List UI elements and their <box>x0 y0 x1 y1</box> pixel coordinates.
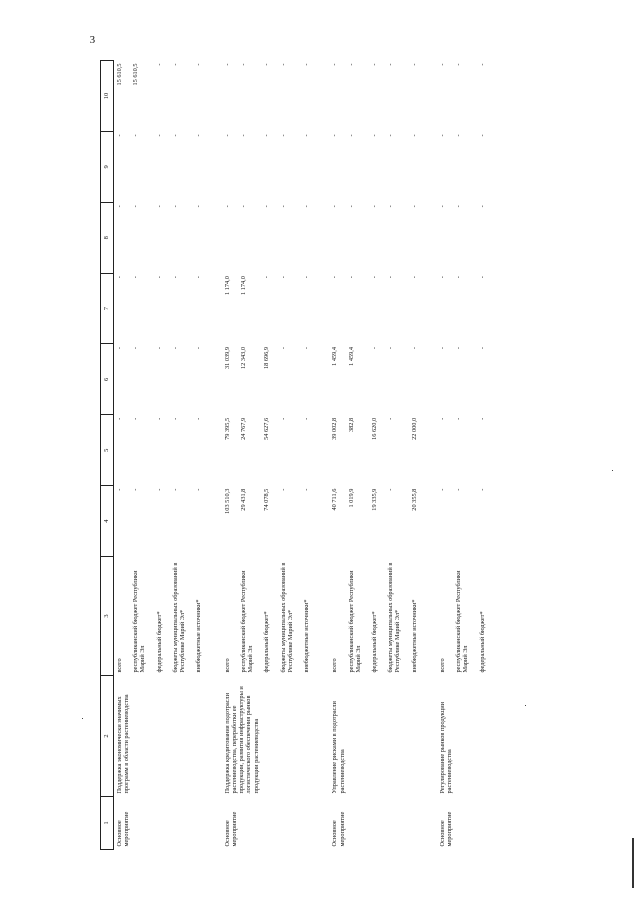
amount-cell: - <box>195 63 203 66</box>
table-row <box>114 61 131 850</box>
amount-cell: - <box>195 205 203 208</box>
amount-cell: - <box>303 205 311 208</box>
amount-cell: - <box>195 417 203 420</box>
amount-cell: - <box>263 205 271 208</box>
amount-cell: 16 620,0 <box>370 417 378 440</box>
amount-cell: 29 431,8 <box>239 488 247 511</box>
amount-cell: - <box>410 63 418 66</box>
funding-source: республиканский бюджет Республики Марий Эл <box>239 570 255 673</box>
amount-cell: - <box>438 134 446 137</box>
activity-name: Поддержка кредитования подотрасли растениеводства, переработки ее продукции, развития инфраструктуры и логистического обеспечения рынков продукции растениеводства <box>223 686 260 794</box>
amount-cell: 24 767,9 <box>239 417 247 440</box>
amount-cell: - <box>387 63 395 66</box>
amount-cell: 1 459,4 <box>347 346 355 366</box>
amount-cell: - <box>478 488 486 491</box>
amount-cell: - <box>387 205 395 208</box>
amount-cell: - <box>263 134 271 137</box>
amount-cell: - <box>370 205 378 208</box>
amount-cell: 382,8 <box>347 417 355 432</box>
amount-cell: - <box>155 276 163 279</box>
amount-cell: 15 610,5 <box>116 63 123 86</box>
amount-cell: - <box>478 276 486 279</box>
amount-cell: - <box>331 134 339 137</box>
activity-name: Управление рисками в подотрасли растениеводства <box>331 701 346 794</box>
row-separator <box>425 61 437 850</box>
amount-cell: - <box>155 134 163 137</box>
funding-source: бюджеты муниципальных образований в Республике Марий Эл* <box>387 562 402 673</box>
amount-cell: - <box>478 417 486 420</box>
amount-cell: - <box>195 488 203 491</box>
column-header: 3 <box>101 557 114 676</box>
amount-cell: - <box>195 346 203 350</box>
amount-cell: - <box>455 205 463 208</box>
amount-cell: - <box>438 63 446 66</box>
funding-source: внебюджетные источники* <box>410 599 418 673</box>
amount-cell: - <box>116 488 123 491</box>
amount-cell: - <box>387 417 395 420</box>
column-header: 5 <box>101 415 114 486</box>
amount-cell: - <box>116 205 123 208</box>
amount-cell: - <box>303 417 311 420</box>
column-header: 7 <box>101 273 114 344</box>
amount-cell: - <box>331 276 339 279</box>
scan-dust <box>612 470 613 471</box>
amount-cell: - <box>171 276 179 279</box>
amount-cell: - <box>370 134 378 137</box>
amount-cell: - <box>116 134 123 137</box>
amount-cell: 103 510,3 <box>223 488 231 514</box>
amount-cell: 1 019,9 <box>347 488 355 508</box>
amount-cell: 22 000,0 <box>410 417 418 440</box>
amount-cell: - <box>279 276 287 279</box>
amount-cell: - <box>239 63 247 66</box>
funding-source: бюджеты муниципальных образований в Республике Марий Эл* <box>279 562 294 673</box>
page-number: 3 <box>89 34 96 47</box>
amount-cell: - <box>438 417 446 420</box>
amount-cell: - <box>455 346 463 350</box>
amount-cell: - <box>171 488 179 491</box>
funding-source: всего <box>223 658 231 673</box>
amount-cell: - <box>279 134 287 137</box>
amount-cell: - <box>410 276 418 279</box>
amount-cell: - <box>223 205 231 208</box>
amount-cell: - <box>155 417 163 420</box>
funding-source: бюджеты муниципальных образований в Республике Марий Эл* <box>171 562 187 673</box>
column-header: 9 <box>101 131 114 202</box>
amount-cell: - <box>132 205 140 208</box>
column-header: 1 <box>101 797 114 850</box>
funding-source: федеральный бюджет* <box>370 611 378 673</box>
column-header: 10 <box>101 61 114 132</box>
amount-cell: - <box>303 63 311 66</box>
amount-cell: - <box>455 63 463 66</box>
amount-cell: - <box>387 276 395 279</box>
amount-cell: 79 395,5 <box>223 417 231 440</box>
amount-cell: - <box>370 63 378 66</box>
amount-cell: - <box>171 134 179 137</box>
amount-cell: - <box>478 346 486 350</box>
amount-cell: - <box>410 134 418 137</box>
amount-cell: - <box>478 63 486 66</box>
amount-cell: - <box>303 488 311 491</box>
amount-cell: - <box>171 346 179 350</box>
amount-cell: - <box>155 488 163 491</box>
amount-cell: - <box>455 417 463 420</box>
activity-name: Регулирование рынков продукции растениеводства <box>438 702 454 794</box>
amount-cell: 18 696,9 <box>263 346 271 370</box>
funding-source: федеральный бюджет* <box>155 611 163 673</box>
activity-type: Основное мероприятие <box>223 811 238 847</box>
funding-source: всего <box>438 658 446 673</box>
row-separator <box>317 61 329 850</box>
amount-cell: 1 174,0 <box>239 276 247 296</box>
amount-cell: - <box>387 346 395 350</box>
amount-cell: - <box>239 134 247 137</box>
table-row <box>329 61 345 850</box>
amount-cell: - <box>455 488 463 491</box>
amount-cell: - <box>331 205 339 208</box>
amount-cell: - <box>347 134 355 137</box>
amount-cell: - <box>132 134 140 137</box>
amount-cell: - <box>347 205 355 208</box>
amount-cell: - <box>370 276 378 279</box>
amount-cell: - <box>116 346 123 350</box>
amount-cell: - <box>116 276 123 279</box>
amount-cell: - <box>387 134 395 137</box>
table-row <box>437 61 453 850</box>
amount-cell: - <box>438 205 446 208</box>
amount-cell: 19 335,9 <box>370 488 378 511</box>
funding-source: всего <box>331 658 339 673</box>
column-header: 2 <box>101 676 114 797</box>
amount-cell: - <box>303 276 311 279</box>
amount-cell: - <box>303 346 311 350</box>
activity-type: Основное мероприятие <box>116 811 131 847</box>
amount-cell: 31 039,9 <box>223 346 231 370</box>
amount-cell: - <box>438 276 446 279</box>
amount-cell: 15 610,5 <box>132 63 140 86</box>
table-row <box>222 61 238 850</box>
activity-name: Поддержка экономически значимых программ в области растениеводства <box>116 694 131 794</box>
amount-cell: - <box>195 276 203 279</box>
amount-cell: - <box>263 276 271 279</box>
amount-cell: - <box>387 488 395 491</box>
amount-cell: - <box>370 346 378 350</box>
scan-dust <box>525 705 526 706</box>
row-separator <box>210 61 222 850</box>
amount-cell: - <box>239 205 247 208</box>
header-row <box>101 61 114 850</box>
amount-cell: - <box>171 205 179 208</box>
amount-cell: 39 002,8 <box>331 417 339 440</box>
amount-cell: 54 627,6 <box>263 417 271 440</box>
amount-cell: - <box>223 63 231 66</box>
amount-cell: - <box>171 63 179 66</box>
amount-cell: - <box>478 205 486 208</box>
scan-edge-mark <box>632 838 634 888</box>
amount-cell: - <box>410 205 418 208</box>
budget-table <box>100 60 493 850</box>
amount-cell: - <box>195 134 203 137</box>
amount-cell: - <box>478 134 486 137</box>
amount-cell: - <box>331 63 339 66</box>
amount-cell: - <box>455 276 463 279</box>
activity-type: Основное мероприятие <box>331 811 346 847</box>
amount-cell: - <box>171 417 179 420</box>
amount-cell: 40 711,6 <box>331 488 339 511</box>
amount-cell: - <box>155 63 163 66</box>
amount-cell: - <box>347 63 355 66</box>
funding-source: республиканский бюджет Республики Марий Эл <box>347 570 362 673</box>
scan-dust <box>82 718 83 719</box>
amount-cell: - <box>263 63 271 66</box>
column-header: 4 <box>101 486 114 557</box>
funding-source: внебюджетные источники* <box>303 599 311 673</box>
amount-cell: - <box>155 346 163 350</box>
amount-cell: - <box>410 346 418 350</box>
amount-cell: 1 174,0 <box>223 276 231 296</box>
amount-cell: - <box>132 417 140 420</box>
amount-cell: - <box>279 346 287 350</box>
activity-type: Основное мероприятие <box>438 811 454 847</box>
funding-source: федеральный бюджет* <box>263 611 271 673</box>
amount-cell: - <box>132 276 140 279</box>
amount-cell: - <box>279 205 287 208</box>
rotated-page <box>89 34 520 850</box>
amount-cell: 1 459,4 <box>331 346 339 366</box>
column-header: 8 <box>101 202 114 273</box>
amount-cell: - <box>438 346 446 350</box>
amount-cell: - <box>116 417 123 420</box>
funding-source: республиканский бюджет Республики Марий Эл <box>455 570 470 673</box>
amount-cell: - <box>303 134 311 137</box>
funding-source: внебюджетные источники* <box>195 599 203 673</box>
funding-source: республиканский бюджет Республики Марий Эл <box>132 570 147 673</box>
funding-source: федеральный бюджет* <box>478 611 486 673</box>
amount-cell: - <box>132 346 140 350</box>
funding-source: всего <box>116 658 123 673</box>
amount-cell: - <box>279 63 287 66</box>
amount-cell: - <box>279 417 287 420</box>
amount-cell: - <box>279 488 287 491</box>
column-header: 6 <box>101 344 114 415</box>
amount-cell: - <box>347 276 355 279</box>
amount-cell: - <box>132 488 140 491</box>
amount-cell: 20 355,8 <box>410 488 418 511</box>
amount-cell: - <box>455 134 463 137</box>
amount-cell: - <box>223 134 231 137</box>
amount-cell: - <box>438 488 446 491</box>
amount-cell: 12 343,0 <box>239 346 247 370</box>
amount-cell: 74 078,5 <box>263 488 271 511</box>
amount-cell: - <box>155 205 163 208</box>
